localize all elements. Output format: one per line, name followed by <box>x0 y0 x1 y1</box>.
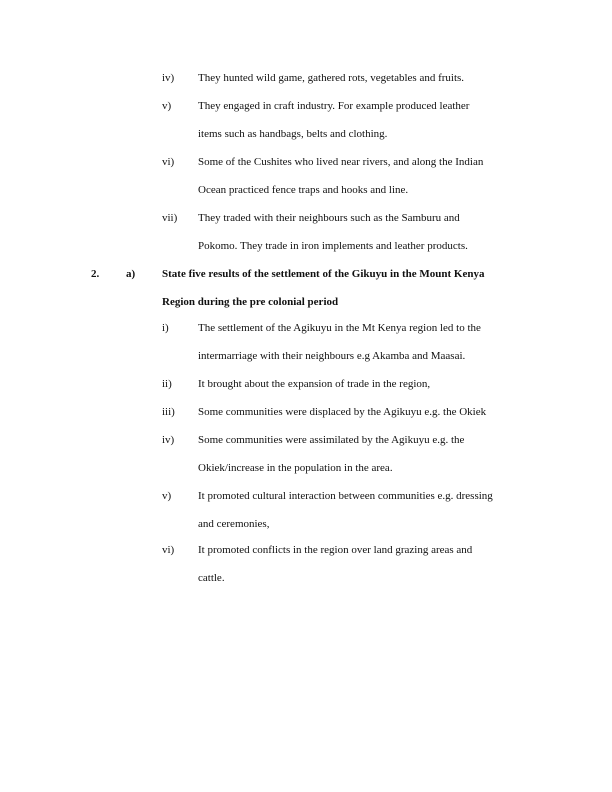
list-item-text: They hunted wild game, gathered rots, vegetables and fruits. <box>198 72 465 84</box>
list-item-numeral: vi) <box>162 156 175 168</box>
answer-numeral: v) <box>162 490 172 502</box>
answer-text: Some communities were assimilated by the Agikuyu e.g. the <box>198 434 465 446</box>
question-text: State five results of the settlement of the Gikuyu in the Mount Kenya <box>162 268 485 280</box>
answer-numeral: i) <box>162 322 169 334</box>
answer-text: and ceremonies, <box>198 518 270 530</box>
list-item-text: They traded with their neighbours such as the Samburu and <box>198 212 460 224</box>
answer-text: Some communities were displaced by the Agikuyu e.g. the Okiek <box>198 406 487 418</box>
answer-text: It promoted cultural interaction between communities e.g. dressing <box>198 490 493 502</box>
answer-text: cattle. <box>198 572 225 584</box>
list-item-numeral: iv) <box>162 72 175 84</box>
answer-text: The settlement of the Agikuyu in the Mt Kenya region led to the <box>198 322 481 334</box>
answer-numeral: iv) <box>162 434 175 446</box>
list-item-text: Pokomo. They trade in iron implements and leather products. <box>198 240 468 252</box>
answer-numeral: ii) <box>162 378 172 390</box>
list-item-text: items such as handbags, belts and clothing. <box>198 128 388 140</box>
list-item-text: Some of the Cushites who lived near rivers, and along the Indian <box>198 156 484 168</box>
question-number: 2. <box>91 268 100 280</box>
list-item-text: They engaged in craft industry. For example produced leather <box>198 100 470 112</box>
answer-text: Okiek/increase in the population in the area. <box>198 462 393 474</box>
question-text: Region during the pre colonial period <box>162 296 339 308</box>
answer-text: It promoted conflicts in the region over land grazing areas and <box>198 544 473 556</box>
answer-numeral: vi) <box>162 544 175 556</box>
answer-text: It brought about the expansion of trade in the region, <box>198 378 431 390</box>
list-item-numeral: vii) <box>162 212 178 224</box>
list-item-numeral: v) <box>162 100 172 112</box>
answer-text: intermarriage with their neighbours e.g Akamba and Maasai. <box>198 350 466 362</box>
list-item-text: Ocean practiced fence traps and hooks and line. <box>198 184 409 196</box>
question-part: a) <box>126 268 136 280</box>
answer-numeral: iii) <box>162 406 175 418</box>
